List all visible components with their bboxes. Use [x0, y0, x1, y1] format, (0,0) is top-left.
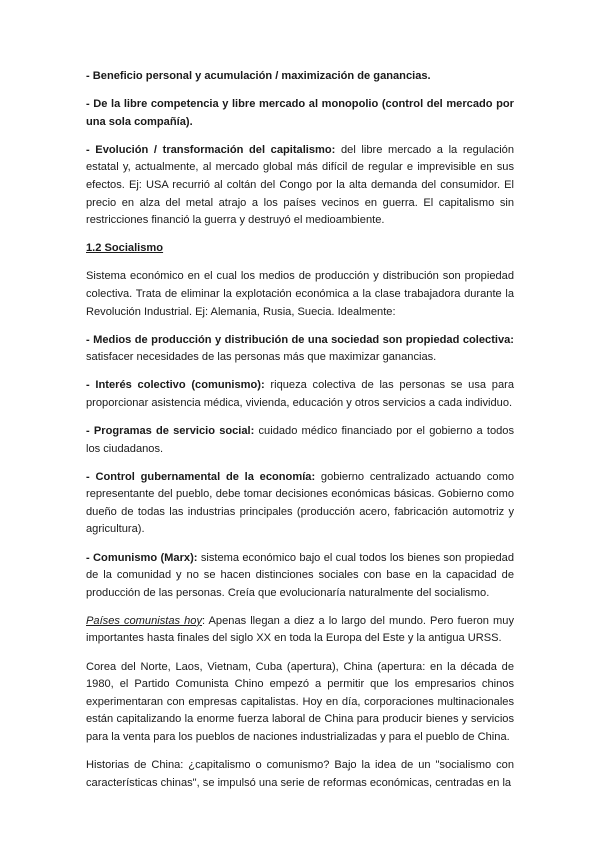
- bold-lead: - De la libre competencia y libre mercado al monopolio (control del mercado por una sola compañía).: [86, 98, 514, 128]
- paragraph-competencia: [86, 96, 514, 131]
- bold-lead: - Control gubernamental de la economía:: [86, 470, 316, 483]
- document-page: [86, 68, 514, 803]
- paragraph-interes: [86, 377, 514, 412]
- underlined-lead: Países comunistas hoy: [86, 614, 203, 627]
- bold-lead: - Programas de servicio social:: [86, 425, 255, 437]
- bold-lead: - Comunismo (Marx):: [86, 551, 198, 564]
- paragraph-beneficio: [86, 68, 514, 86]
- paragraph-paises: [86, 613, 514, 648]
- paragraph-text: : Apenas llegan a diez a lo largo del mundo. Pero fueron muy importantes hasta finales del siglo XX en toda la Europa del Este y la antigua URSS.: [86, 614, 514, 645]
- paragraph-text: Corea del Norte, Laos, Vietnam, Cuba (apertura), China (apertura: en la década de 1980, el Partido Comunista Chino empezó a permitir que los empresarios chinos experimentaran con empresas capitalistas. Hoy en día, corporaciones multinacionales están capitalizando la enorme fuerza laboral de China para producir bienes y servicios para la venta para los pueblos de naciones industrializadas y para el pueblo de China.: [86, 660, 514, 743]
- bold-lead: - Evolución / transformación del capitalismo:: [86, 143, 336, 156]
- paragraph-control: [86, 469, 514, 539]
- paragraph-text: riqueza colectiva de las personas se usa para proporcionar asistencia médica, vivienda, educación y otros servicios a cada individuo.: [86, 379, 514, 409]
- heading-text: 1.2 Socialismo: [86, 242, 164, 255]
- paragraph-text: satisfacer necesidades de las personas más que maximizar ganancias.: [86, 351, 437, 364]
- paragraph-text: del libre mercado a la regulación estatal y, actualmente, al mercado global más difícil de regular e imprevisible en sus efectos. Ej: USA recurrió al coltán del Congo por la alta demanda del consumidor. El precio en alza del metal atrajo a los países vecinos en guerra. El capitalismo sin restricciones financió la guerra y destruyó el medioambiente.: [86, 143, 515, 227]
- paragraph-sistema: [86, 268, 514, 321]
- paragraph-historias: [86, 757, 514, 792]
- section-heading: [86, 240, 514, 258]
- paragraph-text: Sistema económico en el cual los medios de producción y distribución son propiedad colectiva. Trata de eliminar la explotación económica a la clase trabajadora durante la Revolución Industrial. Ej: Alemania, Rusia, Suecia. Idealmente:: [86, 270, 514, 318]
- bold-lead: - Medios de producción y distribución de una sociedad son propiedad colectiva:: [86, 333, 514, 346]
- bold-lead: - Interés colectivo (comunismo):: [86, 379, 265, 392]
- paragraph-text: cuidado médico financiado por el gobierno a todos los ciudadanos.: [86, 425, 515, 455]
- paragraph-text: sistema económico bajo el cual todos los bienes son propiedad de la comunidad y no se hacen distinciones sociales con base en la capacidad de producción de las personas. Creía que evolucionaría naturalmente del socialismo.: [86, 551, 514, 599]
- paragraph-corea: [86, 659, 514, 747]
- paragraph-text: gobierno centralizado actuando como representante del pueblo, debe tomar decisiones económicas básicas. Gobierno como dueño de todas las industrias principales (producción acero, fabricación automotriz y agricultura).: [86, 470, 514, 536]
- paragraph-evolucion: [86, 142, 514, 230]
- bold-lead: - Beneficio personal y acumulación / maximización de ganancias.: [86, 70, 431, 82]
- paragraph-comunismo: [86, 550, 514, 603]
- paragraph-text: Historias de China: ¿capitalismo o comunismo? Bajo la idea de un "socialismo con características chinas", se impulsó una serie de reformas económicas, centradas en la: [86, 759, 514, 789]
- paragraph-programas: [86, 423, 514, 458]
- paragraph-medios: [86, 332, 514, 367]
